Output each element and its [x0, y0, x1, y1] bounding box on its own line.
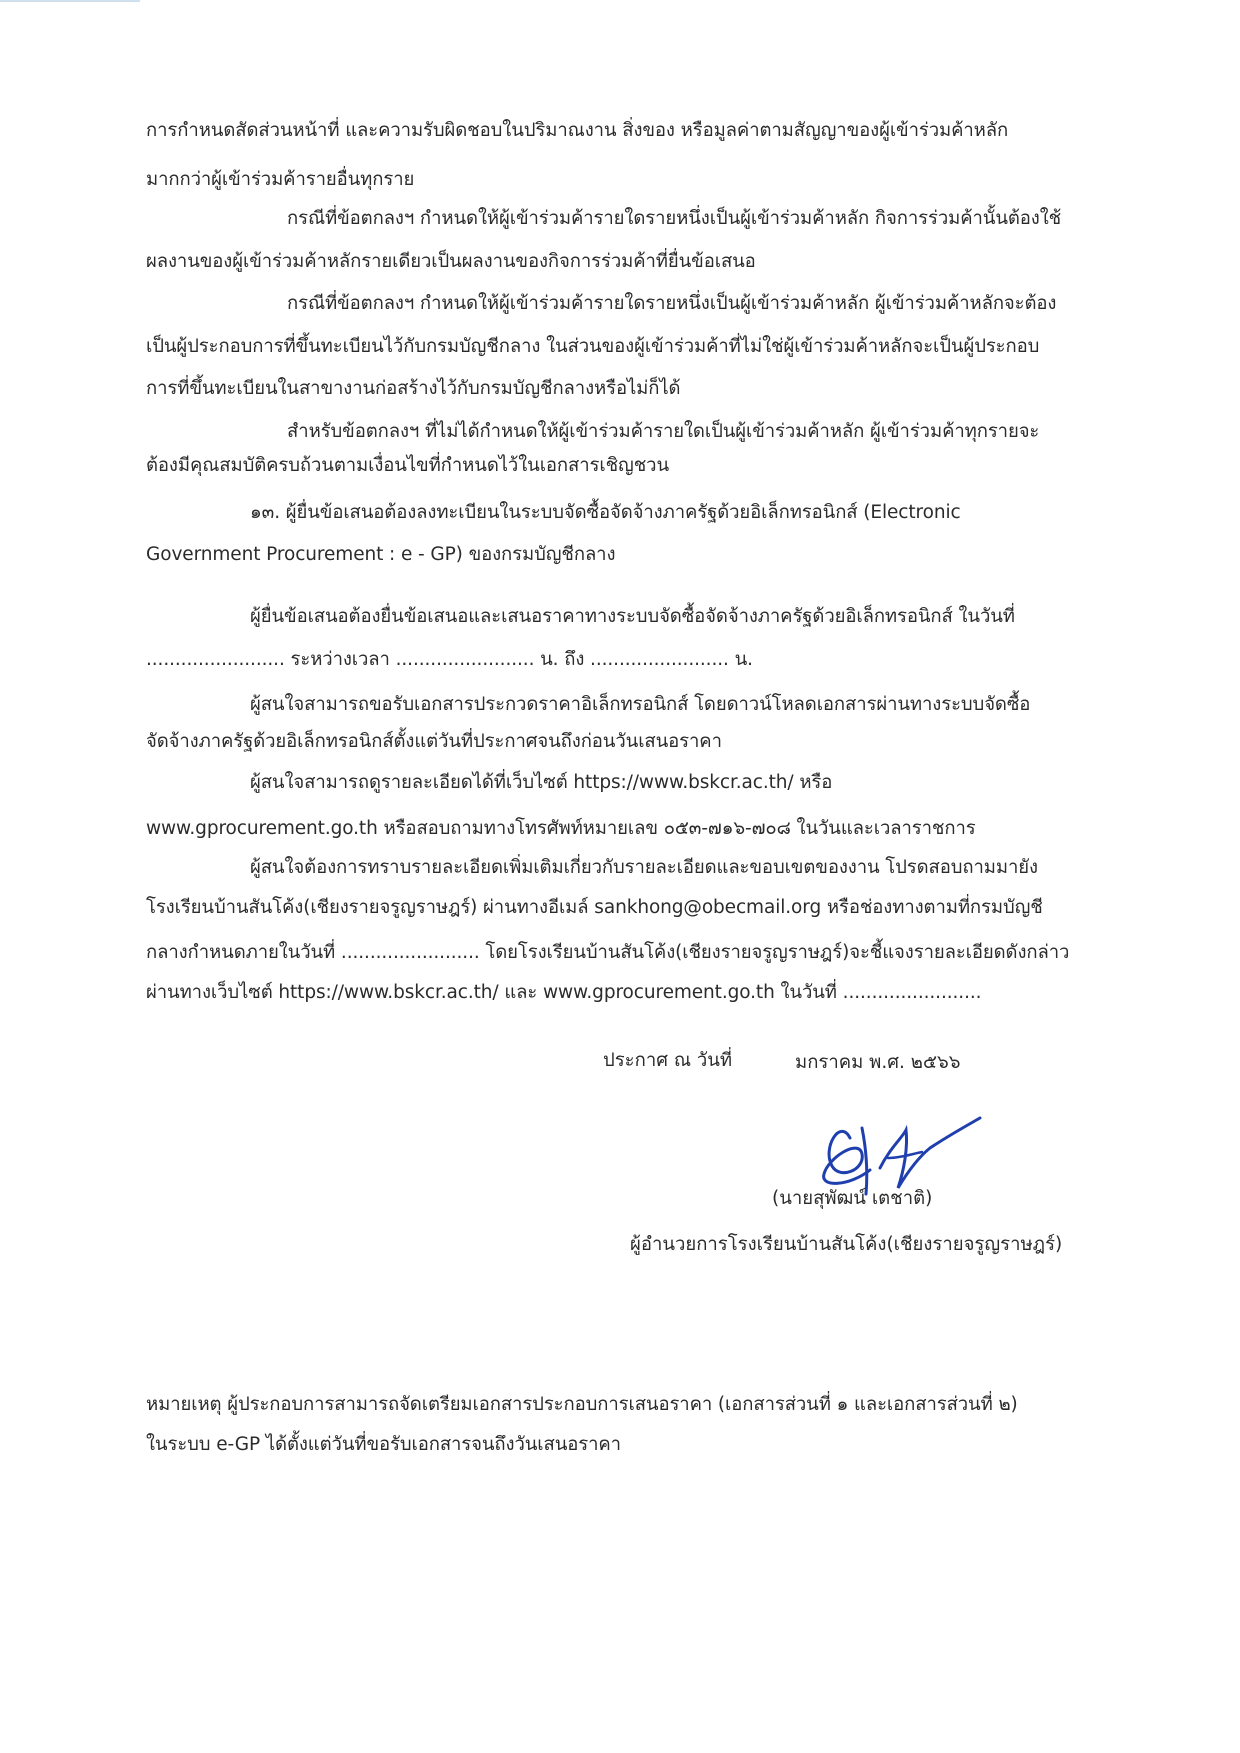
scan-edge-mark — [0, 0, 140, 2]
paragraph-line: ผู้สนใจสามารถขอรับเอกสารประกวดราคาอิเล็กทรอนิกส์ โดยดาวน์โหลดเอกสารผ่านทางระบบจัดซื้อ — [250, 694, 1031, 715]
paragraph-line: มากกว่าผู้เข้าร่วมค้ารายอื่นทุกราย — [146, 169, 415, 190]
paragraph-line: เป็นผู้ประกอบการที่ขึ้นทะเบียนไว้กับกรมบัญชีกลาง ในส่วนของผู้เข้าร่วมค้าที่ไม่ใช่ผู้เข้าร่วมค้าหลักจะเป็นผู้ประกอบ — [146, 336, 1040, 357]
section-13-heading: ๑๓. ผู้ยื่นข้อเสนอต้องลงทะเบียนในระบบจัดซื้อจัดจ้างภาครัฐด้วยอิเล็กทรอนิกส์ (Electronic — [250, 502, 961, 523]
paragraph-line: Government Procurement : e - GP) ของกรมบัญชีกลาง — [146, 544, 616, 565]
paragraph-line: ผู้สนใจสามารถดูรายละเอียดได้ที่เว็บไซต์ https://www.bskcr.ac.th/ หรือ — [250, 772, 833, 793]
paragraph-line: กลางกำหนดภายในวันที่ ........................ โดยโรงเรียนบ้านสันโค้ง(เชียงรายจรูญราษฎร์)จะชี้แจงรายละเอียดดังกล่าว — [146, 942, 1070, 963]
signatory-name: (นายสุพัฒน์ เตชาติ) — [772, 1188, 933, 1209]
paragraph-line: จัดจ้างภาครัฐด้วยอิเล็กทรอนิกส์ตั้งแต่วันที่ประกาศจนถึงก่อนวันเสนอราคา — [146, 731, 722, 752]
paragraph-line: ผู้สนใจต้องการทราบรายละเอียดเพิ่มเติมเกี่ยวกับรายละเอียดและขอบเขตของงาน โปรดสอบถามมายัง — [250, 857, 1038, 878]
paragraph-line: สำหรับข้อตกลงฯ ที่ไม่ได้กำหนดให้ผู้เข้าร่วมค้ารายใดเป็นผู้เข้าร่วมค้าหลัก ผู้เข้าร่วมค้าทุกรายจะ — [287, 421, 1040, 442]
paragraph-line: การกำหนดสัดส่วนหน้าที่ และความรับผิดชอบในปริมาณงาน สิ่งของ หรือมูลค่าตามสัญญาของผู้เข้าร่วมค้าหลัก — [146, 120, 1009, 141]
paragraph-line: ผู้ยื่นข้อเสนอต้องยื่นข้อเสนอและเสนอราคาทางระบบจัดซื้อจัดจ้างภาครัฐด้วยอิเล็กทรอนิกส์ ในวันที่ — [250, 606, 1015, 627]
paragraph-line: ........................ ระหว่างเวลา ........................ น. ถึง ........................ น. — [146, 649, 753, 670]
announcement-date: มกราคม พ.ศ. ๒๕๖๖ — [795, 1052, 961, 1073]
signatory-position: ผู้อำนวยการโรงเรียนบ้านสันโค้ง(เชียงรายจรูญราษฎร์) — [630, 1234, 1063, 1255]
paragraph-line: กรณีที่ข้อตกลงฯ กำหนดให้ผู้เข้าร่วมค้ารายใดรายหนึ่งเป็นผู้เข้าร่วมค้าหลัก กิจการร่วมค้านั้นต้องใช้ — [287, 208, 1062, 229]
announcement-label: ประกาศ ณ วันที่ — [603, 1050, 733, 1071]
paragraph-line: www.gprocurement.go.th หรือสอบถามทางโทรศัพท์หมายเลข ๐๕๓-๗๑๖-๗๐๘ ในวันและเวลาราชการ — [146, 818, 976, 839]
paragraph-line: ผลงานของผู้เข้าร่วมค้าหลักรายเดียวเป็นผลงานของกิจการร่วมค้าที่ยื่นข้อเสนอ — [146, 251, 756, 272]
paragraph-line: การที่ขึ้นทะเบียนในสาขางานก่อสร้างไว้กับกรมบัญชีกลางหรือไม่ก็ได้ — [146, 378, 681, 399]
paragraph-line: ผ่านทางเว็บไซต์ https://www.bskcr.ac.th/ และ www.gprocurement.go.th ในวันที่ ........................ — [146, 982, 982, 1003]
note-line: หมายเหตุ ผู้ประกอบการสามารถจัดเตรียมเอกสารประกอบการเสนอราคา (เอกสารส่วนที่ ๑ และเอกสารส่วนที่ ๒) — [146, 1394, 1018, 1415]
paragraph-line: กรณีที่ข้อตกลงฯ กำหนดให้ผู้เข้าร่วมค้ารายใดรายหนึ่งเป็นผู้เข้าร่วมค้าหลัก ผู้เข้าร่วมค้าหลักจะต้อง — [287, 293, 1057, 314]
note-line: ในระบบ e-GP ได้ตั้งแต่วันที่ขอรับเอกสารจนถึงวันเสนอราคา — [146, 1434, 621, 1455]
paragraph-line: โรงเรียนบ้านสันโค้ง(เชียงรายจรูญราษฎร์) ผ่านทางอีเมล์ sankhong@obecmail.org หรือช่องทางตามที่กรมบัญชี — [146, 897, 1043, 918]
paragraph-line: ต้องมีคุณสมบัติครบถ้วนตามเงื่อนไขที่กำหนดไว้ในเอกสารเชิญชวน — [146, 455, 669, 476]
